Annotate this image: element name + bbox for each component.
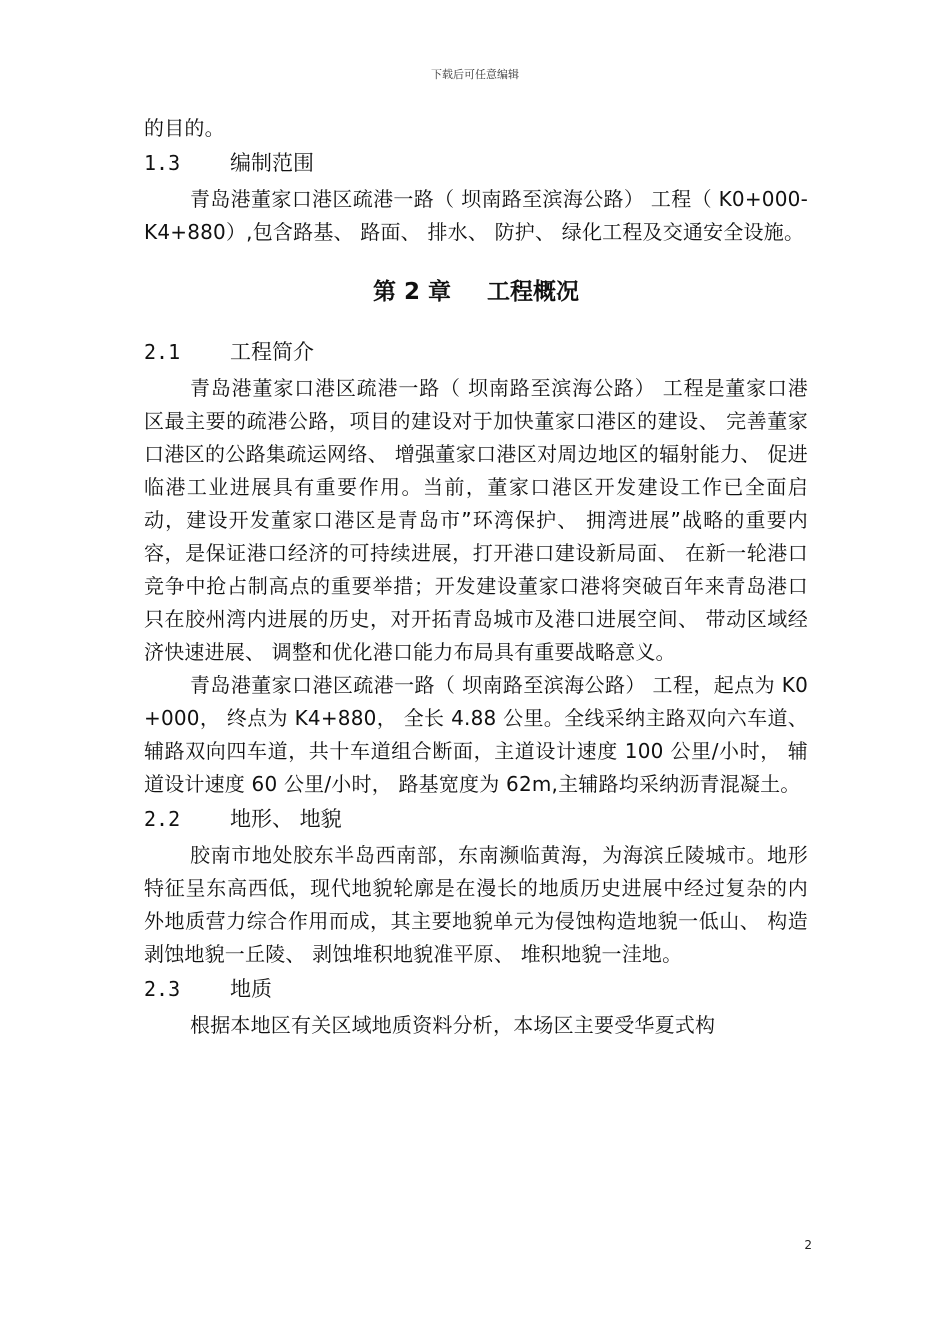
- paragraph-geology: 根据本地区有关区域地质资料分析，本场区主要受华夏式构: [190, 1013, 716, 1037]
- section-heading-2-2: [144, 803, 808, 836]
- section-number: 2.3: [144, 977, 181, 1001]
- section-title: 地形、 地貌: [230, 807, 342, 831]
- document-body: [144, 112, 808, 1042]
- paragraph-intro: 的目的。: [144, 116, 225, 140]
- section-title: 工程简介: [230, 340, 314, 364]
- section-heading-2-1: [144, 336, 808, 369]
- page-header: 下载后可任意编辑: [431, 68, 519, 81]
- paragraph-overview-2: 青岛港董家口港区疏港一路（ 坝南路至滨海公路） 工程，起点为 K0+000， 终点为 K4+880， 全长 4.88 公里。全线采纳主路双向六车道、 辅路双向四车道，共十车道组合断面，主道设计速度 100 公里/小时， 辅道设计速度 60 公里/小时， 路基宽度为 62m,主辅路均采纳沥青混凝土。: [144, 673, 808, 796]
- section-heading-2-3: [144, 973, 808, 1006]
- section-number: 2.2: [144, 807, 181, 831]
- section-heading-1-3: [144, 147, 808, 180]
- chapter-heading: [144, 274, 808, 310]
- paragraph-terrain: 胶南市地处胶东半岛西南部，东南濒临黄海，为海滨丘陵城市。地形特征呈东高西低，现代地貌轮廓是在漫长的地质历史进展中经过复杂的内外地质营力综合作用而成，其主要地貌单元为侵蚀构造地貌一低山、 构造剥蚀地貌一丘陵、 剥蚀堆积地貌准平原、 堆积地貌一洼地。: [144, 843, 808, 966]
- section-number: 2.1: [144, 340, 181, 364]
- chapter-label: 第 2 章: [372, 279, 452, 305]
- section-number: 1.3: [144, 151, 181, 175]
- chapter-title: 工程概况: [487, 279, 580, 305]
- section-title: 编制范围: [230, 151, 314, 175]
- section-title: 地质: [230, 977, 272, 1001]
- page-number: 2: [804, 1238, 812, 1252]
- paragraph-overview-1: 青岛港董家口港区疏港一路（ 坝南路至滨海公路） 工程是董家口港区最主要的疏港公路，项目的建设对于加快董家口港区的建设、 完善董家口港区的公路集疏运网络、 增强董家口港区对周边地区的辐射能力、 促进临港工业进展具有重要作用。当前，董家口港区开发建设工作已全面启动，建设开发董家口港区是青岛市”环湾保护、 拥湾进展”战略的重要内容，是保证港口经济的可持续进展，打开港口建设新局面、 在新一轮港口竞争中抢占制高点的重要举措；开发建设董家口港将突破百年来青岛港口只在胶州湾内进展的历史，对开拓青岛城市及港口进展空间、 带动区域经济快速进展、 调整和优化港口能力布局具有重要战略意义。: [144, 376, 808, 664]
- paragraph-scope: 青岛港董家口港区疏港一路（ 坝南路至滨海公路） 工程（ K0+000-K4+880）,包含路基、 路面、 排水、 防护、 绿化工程及交通安全设施。: [144, 187, 808, 244]
